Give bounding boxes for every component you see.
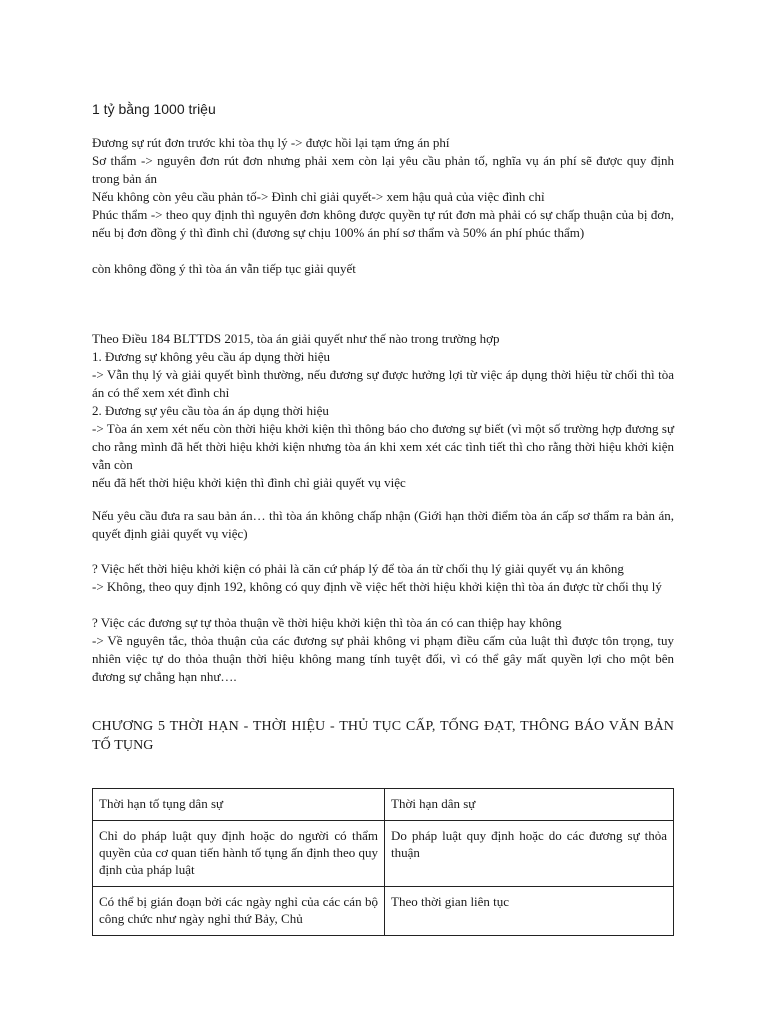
table-header-cell: Thời hạn tố tụng dân sự [93, 789, 385, 821]
table-cell: Do pháp luật quy định hoặc do các đương sự thỏa thuận [385, 821, 674, 887]
heading-note: 1 tỷ bằng 1000 triệu [92, 101, 216, 117]
table-row [93, 821, 674, 887]
list-item-1: 1. Đương sự không yêu cầu áp dụng thời hiệu [92, 349, 330, 364]
table-cell: Chỉ do pháp luật quy định hoặc do người có thẩm quyền của cơ quan tiến hành tố tụng ấn định theo quy định của pháp luật [93, 821, 385, 887]
chapter-title: CHƯƠNG 5 THỜI HẠN - THỜI HIỆU - THỦ TỤC CẤP, TỐNG ĐẠT, THÔNG BÁO VĂN BẢN TỐ TỤNG [92, 719, 674, 753]
table-header-cell: Thời hạn dân sự [385, 789, 674, 821]
paragraph-after-judgment: Nếu yêu cầu đưa ra sau bản án… thì tòa án không chấp nhận (Giới hạn thời điểm tòa án cấp sơ thẩm ra bản án, quyết định giải quyết vụ việc) [92, 508, 674, 541]
list-item-2: 2. Đương sự yêu cầu tòa án áp dụng thời hiệu [92, 403, 329, 418]
paragraph-answer-2: -> Tòa án xem xét nếu còn thời hiệu khởi kiện thì thông báo cho đương sự biết (vì một số trường hợp đương sự cho rằng mình đã hết thời hiệu khởi kiện nhưng tòa án khi xem xét các tình tiết thì cho rằng thời hiệu khởi kiện vẫn còn [92, 421, 674, 472]
comparison-table [92, 788, 674, 936]
table-cell: Theo thời gian liên tục [385, 887, 674, 936]
answer-2: -> Về nguyên tắc, thỏa thuận của các đương sự phải không vi phạm điều cấm của luật thì được tôn trọng, tuy nhiên việc tự do thỏa thuận thời hiệu không mang tính tuyệt đối, vì có thể gây mất quyền lợi cho một bên đương sự chẳng hạn như…. [92, 633, 674, 684]
paragraph-article-184: Theo Điều 184 BLTTDS 2015, tòa án giải quyết như thế nào trong trường hợp [92, 331, 500, 346]
table-row [93, 887, 674, 936]
paragraph-answer-1: -> Vẫn thụ lý và giải quyết bình thường, nếu đương sự được hưởng lợi từ việc áp dụng thời hiệu từ chối thì tòa án có thể xem xét đình chỉ [92, 367, 674, 400]
table-cell: Có thể bị gián đoạn bởi các ngày nghỉ của các cán bộ công chức như ngày nghỉ thứ Bảy, Chủ [93, 887, 385, 936]
paragraph-withdrawal-before-acceptance: Đương sự rút đơn trước khi tòa thụ lý -> được hồi lại tạm ứng án phí [92, 135, 450, 150]
answer-1: -> Không, theo quy định 192, không có quy định về việc hết thời hiệu khởi kiện thì tòa án được từ chối thụ lý [92, 579, 662, 594]
question-1: ? Việc hết thời hiệu khởi kiện có phải là căn cứ pháp lý để tòa án từ chối thụ lý giải quyết vụ án không [92, 561, 624, 576]
paragraph-appeal: Phúc thẩm -> theo quy định thì nguyên đơn không được quyền tự rút đơn mà phải có sự chấp thuận của bị đơn, nếu bị đơn đồng ý thì đình chỉ (đương sự chịu 100% án phí sơ thẩm và 50% án phí phúc thẩm) [92, 207, 674, 240]
table-header-row [93, 789, 674, 821]
paragraph-expired-limitation: nếu đã hết thời hiệu khởi kiện thì đình chỉ giải quyết vụ việc [92, 475, 406, 490]
question-2: ? Việc các đương sự tự thỏa thuận về thời hiệu khởi kiện thì tòa án có can thiệp hay không [92, 615, 562, 630]
paragraph-continue-resolution: còn không đồng ý thì tòa án vẫn tiếp tục giải quyết [92, 261, 356, 276]
paragraph-first-instance: Sơ thẩm -> nguyên đơn rút đơn nhưng phải xem còn lại yêu cầu phản tố, nghĩa vụ án phí sẽ được quy định trong bản án [92, 153, 674, 186]
paragraph-no-counterclaim: Nếu không còn yêu cầu phản tố-> Đình chỉ giải quyết-> xem hậu quả của việc đình chỉ [92, 189, 545, 204]
